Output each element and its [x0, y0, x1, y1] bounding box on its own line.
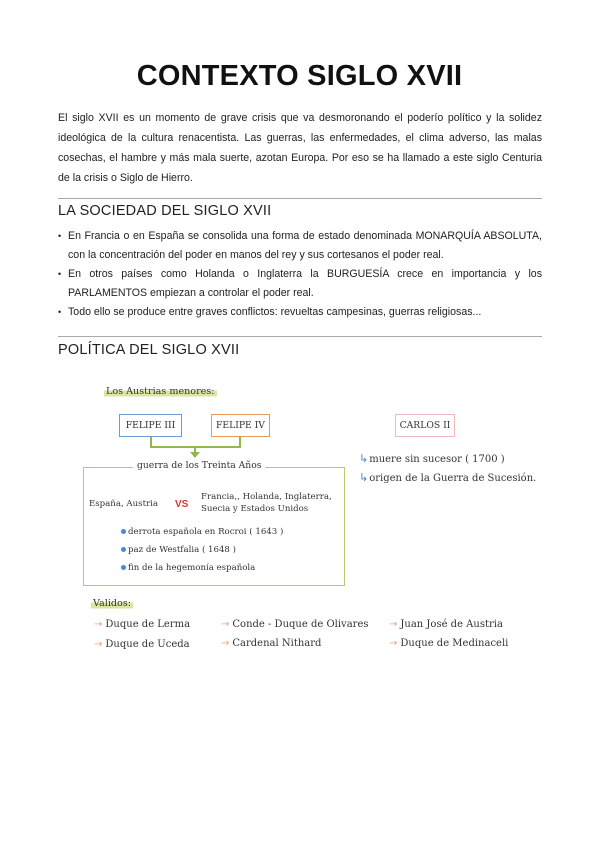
elbow-arrow-icon: ↳ [359, 471, 369, 484]
connector-line [150, 446, 241, 448]
valido-item: → Duque de Medinaceli [389, 638, 509, 649]
page-title: CONTEXTO SIGLO XVII [136, 60, 463, 92]
carlos-note: ↳muere sin sucesor ( 1700 ) [359, 452, 505, 465]
king-label: CARLOS II [399, 420, 451, 431]
war-side-left: España, Austria [89, 499, 159, 509]
war-side-right-line2: Suecia y Estados Unidos [201, 504, 309, 514]
arrow-right-icon: → [389, 619, 398, 630]
war-outcome: derrota española en Rocroi ( 1643 ) [121, 527, 283, 537]
king-box-carlos-ii [395, 414, 455, 437]
war-outcome: paz de Westfalia ( 1648 ) [121, 545, 236, 555]
divider [58, 198, 542, 199]
section-heading-sociedad: LA SOCIEDAD DEL SIGLO XVII [58, 203, 272, 219]
war-side-right-line1: Francia,, Holanda, Inglaterra, [201, 492, 332, 502]
arrow-right-icon: → [94, 619, 103, 630]
bullet-item: • En otros países como Holanda o Inglaterra la BURGUESÍA crece en importancia y los PARLAMENTOS empiezan a controlar el poder real. [58, 265, 542, 303]
carlos-note: ↳origen de la Guerra de Sucesión. [359, 471, 537, 484]
validos-label: Validos: [93, 598, 131, 609]
elbow-arrow-icon: ↳ [359, 452, 369, 465]
bullet-item: • Todo ello se produce entre graves conflictos: revueltas campesinas, guerras religiosas... [58, 303, 542, 322]
king-box-felipe-iv [211, 414, 270, 437]
king-label: FELIPE IV [216, 420, 265, 431]
bullet-dot-icon [121, 565, 126, 570]
arrow-right-icon: → [221, 619, 230, 630]
valido-item: → Cardenal Nithard [221, 638, 322, 649]
intro-paragraph: El siglo XVII es un momento de grave crisis que va desmoronando el poderío político y la solidez ideológica de la cultura renacentista. Las guerras, las enfermedades, el clima adverso, las malas cosechas, el hambre y más mala suerte, azotan Europa. Por eso se ha llamado a este siglo Centuria de la crisis o Siglo de Hierro. [58, 112, 542, 184]
arrow-right-icon: → [221, 638, 230, 649]
bullet-dot-icon [121, 529, 126, 534]
king-box-felipe-iii [119, 414, 182, 437]
austrias-label: Los Austrias menores: [106, 386, 215, 397]
valido-item: → Duque de Lerma [94, 619, 191, 630]
versus-label: VS [175, 499, 189, 510]
valido-item: → Conde - Duque de Olivares [221, 619, 369, 630]
valido-item: → Duque de Uceda [94, 639, 190, 650]
bullet-dot-icon [121, 547, 126, 552]
divider [58, 336, 542, 337]
war-title: guerra de los Treinta Años [133, 460, 265, 471]
arrow-right-icon: → [389, 638, 398, 649]
section-heading-politica: POLÍTICA DEL SIGLO XVII [58, 342, 240, 358]
valido-item: → Juan José de Austria [389, 619, 503, 630]
bullet-item: • En Francia o en España se consolida una forma de estado denominada MONARQUÍA ABSOLUTA, con la concentración del poder en manos del rey y sus cortesanos el poder real. [58, 227, 542, 265]
sociedad-bullet-list [58, 227, 542, 322]
king-label: FELIPE III [125, 420, 176, 431]
war-outcome: fin de la hegemonía española [121, 563, 255, 573]
arrow-right-icon: → [94, 639, 103, 650]
arrow-down-icon [190, 452, 200, 458]
